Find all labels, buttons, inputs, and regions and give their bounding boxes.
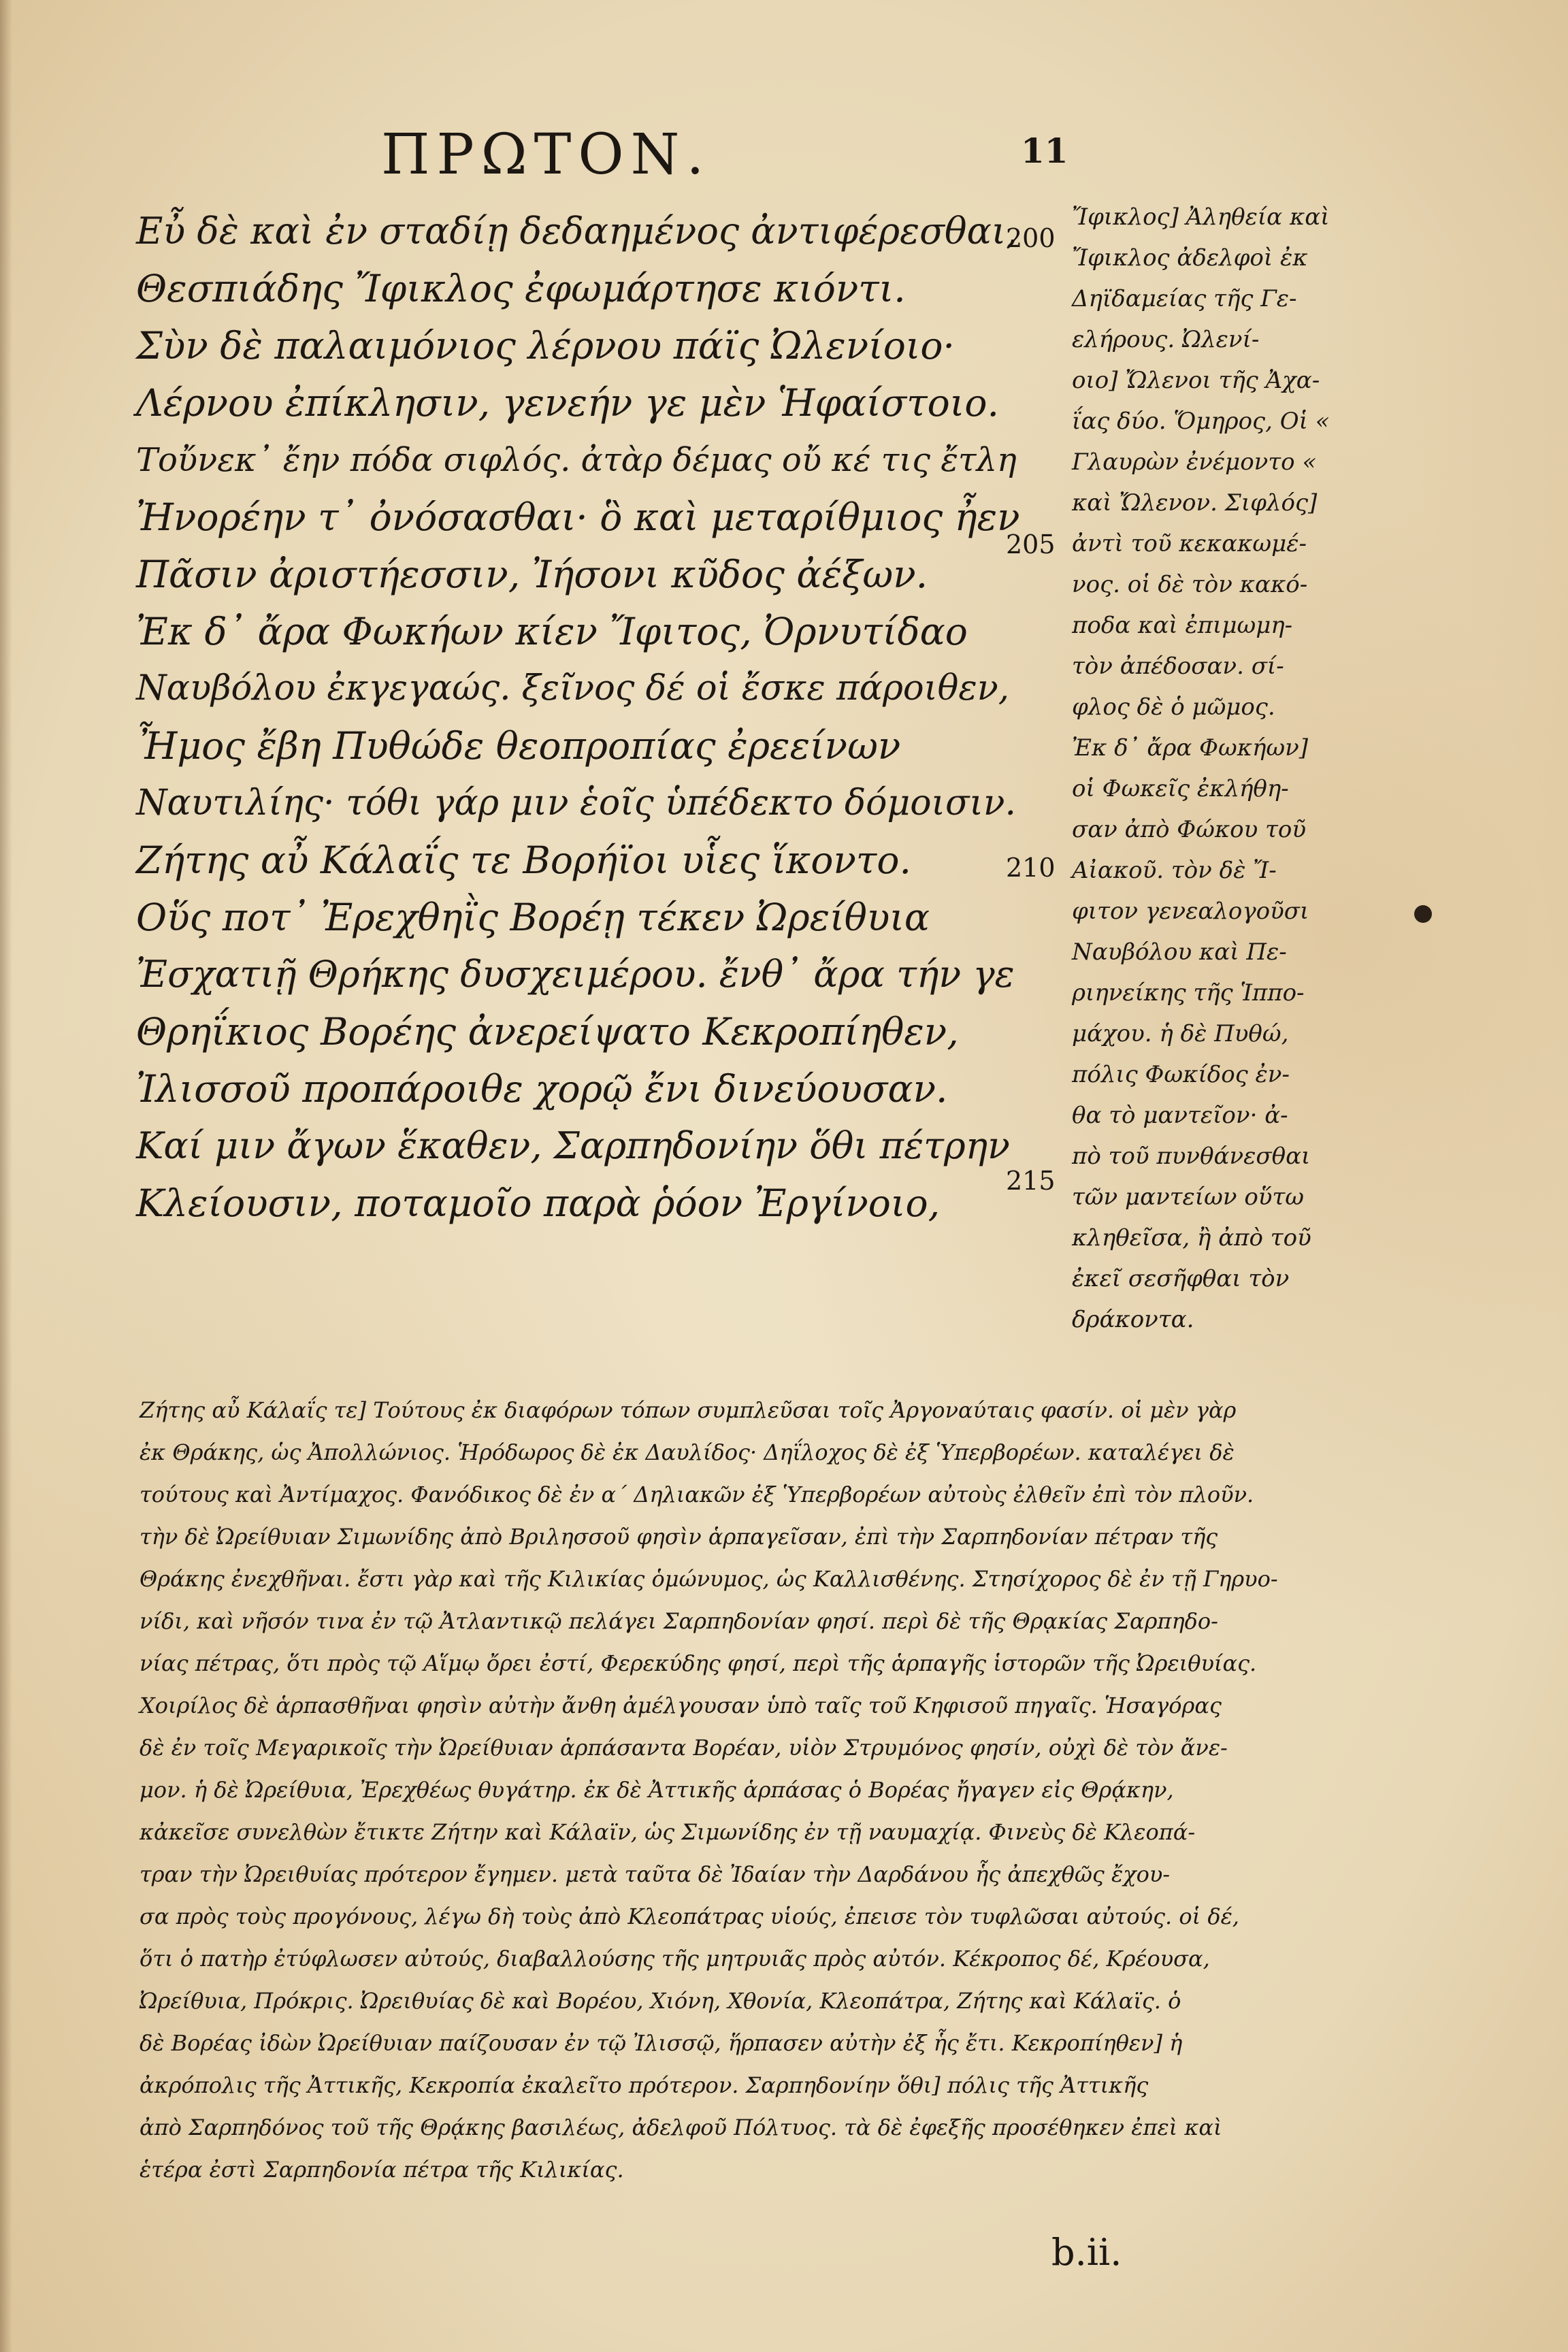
side-scholia-line: Αἰακοῦ. τὸν δὲ Ἴ-: [1072, 857, 1277, 884]
commentary-line: κἀκεῖσε συνελθὼν ἔτικτε Ζήτην καὶ Κάλαϊν, ὡς Σιμωνίδης ἐν τῇ ναυμαχίᾳ. Φινεὺς δὲ Κλεοπά-: [140, 1819, 1196, 1845]
verse-line: Ἰλισσοῦ προπάροιθε χορῷ ἔνι δινεύουσαν.: [136, 1067, 948, 1111]
commentary-line: δὲ ἐν τοῖς Μεγαρικοῖς τὴν Ὠρείθυιαν ἁρπάσαντα Βορέαν, υἱὸν Στρυμόνος φησίν, οὐχὶ δὲ τὸν ἄνε-: [140, 1735, 1228, 1761]
verse-line: Ναυτιλίης· τόθι γάρ μιν ἑοῖς ὑπέδεκτο δόμοισιν.: [136, 783, 1016, 823]
verse-line: Καί μιν ἄγων ἕκαθεν, Σαρπηδονίην ὅθι πέτρην: [136, 1124, 1010, 1167]
side-scholia-line: μάχου. ἡ δὲ Πυθώ,: [1072, 1020, 1289, 1047]
side-scholia-line: Ἴφικλος] Ἀληθεία καὶ: [1072, 203, 1330, 231]
verse-line: Ἠνορέην τ᾽ ὀνόσασθαι· ὃ καὶ μεταρίθμιος ἦεν: [136, 495, 1020, 539]
commentary-line: σα πρὸς τοὺς προγόνους, λέγω δὴ τοὺς ἀπὸ Κλεοπάτρας υἱούς, ἐπεισε τὸν τυφλῶσαι αὐτούς. οἱ δέ,: [140, 1904, 1239, 1929]
verse-number: 200: [1006, 223, 1056, 253]
commentary-line: μον. ἡ δὲ Ὠρείθυια, Ἐρεχθέως θυγάτηρ. ἐκ δὲ Ἀττικῆς ἁρπάσας ὁ Βορέας ἤγαγεν εἰς Θρᾴκην,: [140, 1777, 1174, 1803]
side-scholia-column: [1072, 197, 1351, 1409]
verse-line: Ἐκ δ᾽ ἄρα Φωκήων κίεν Ἴφιτος, Ὀρνυτίδαο: [136, 610, 968, 653]
ink-blot: [1414, 905, 1432, 923]
verse-number: 215: [1006, 1166, 1056, 1196]
verse-line: Ναυβόλου ἐκγεγαώς. ξεῖνος δέ οἱ ἔσκε πάροιθεν,: [136, 668, 1009, 708]
verse-line: Ζήτης αὖ Κάλαΐς τε Βορήϊοι υἷες ἵκοντο.: [136, 838, 911, 882]
running-head-title: ΠΡΩΤΟΝ.: [381, 122, 711, 187]
commentary-line: τὴν δὲ Ὠρείθυιαν Σιμωνίδης ἀπὸ Βριλησσοῦ φησὶν ἁρπαγεῖσαν, ἐπὶ τὴν Σαρπηδονίαν πέτραν τῆς: [140, 1524, 1218, 1550]
commentary-line: τραν τὴν Ὠρειθυίας πρότερον ἔγημεν. μετὰ ταῦτα δὲ Ἰδαίαν τὴν Δαρδάνου ἧς ἀπεχθῶς ἔχου-: [140, 1861, 1171, 1887]
commentary-block: [140, 1392, 1324, 2229]
verse-number: 205: [1006, 529, 1056, 559]
commentary-line: νίδι, καὶ νῆσόν τινα ἐν τῷ Ἀτλαντικῷ πελάγει Σαρπηδονίαν φησί. περὶ δὲ τῆς Θρᾳκίας Σαρπηδο-: [140, 1608, 1218, 1634]
verse-line: Θρηΐκιος Βορέης ἀνερείψατο Κεκροπίηθεν,: [136, 1010, 959, 1054]
side-scholia-line: φιτον γενεαλογοῦσι: [1072, 898, 1309, 925]
side-scholia-line: σαν ἀπὸ Φώκου τοῦ: [1072, 816, 1307, 843]
side-scholia-line: θα τὸ μαντεῖον· ἀ-: [1072, 1102, 1288, 1129]
commentary-line: Ὠρείθυια, Πρόκρις. Ὠρειθυίας δὲ καὶ Βορέου, Χιόνη, Χθονία, Κλεοπάτρα, Ζήτης καὶ Κάλαϊς. ὁ: [140, 1988, 1181, 2014]
commentary-line: Ζήτης αὖ Κάλαΐς τε] Τούτους ἐκ διαφόρων τόπων συμπλεῦσαι τοῖς Ἀργοναύταις φασίν. οἱ μὲν γὰρ: [140, 1397, 1237, 1423]
commentary-line: ἑτέρα ἐστὶ Σαρπηδονία πέτρα τῆς Κιλικίας.: [140, 2157, 624, 2183]
verse-line: Κλείουσιν, ποταμοῖο παρὰ ῥόον Ἐργίνοιο,: [136, 1181, 941, 1225]
commentary-line: νίας πέτρας, ὅτι πρὸς τῷ Αἵμῳ ὄρει ἐστί, Φερεκύδης φησί, περὶ τῆς ἁρπαγῆς ἱστορῶν τῆς Ὠρειθυίας.: [140, 1650, 1257, 1676]
side-scholia-line: νος. οἱ δὲ τὸν κακό-: [1072, 571, 1308, 598]
verse-line: Οὕς ποτ᾽ Ἐρεχθηῒς Βορέῃ τέκεν Ὠρείθυια: [136, 896, 930, 939]
side-scholia-line: οιο] Ὤλενοι τῆς Ἀχα-: [1072, 367, 1320, 394]
commentary-line: Χοιρίλος δὲ ἁρπασθῆναι φησὶν αὐτὴν ἄνθη ἀμέλγουσαν ὑπὸ ταῖς τοῦ Κηφισοῦ πηγαῖς. Ἡσαγόρας: [140, 1693, 1222, 1718]
commentary-line: τούτους καὶ Ἀντίμαχος. Φανόδικος δὲ ἐν α΄ Δηλιακῶν ἐξ Ὑπερβορέων αὐτοὺς ἐλθεῖν ἐπὶ τὸν πλοῦν.: [140, 1482, 1254, 1507]
verse-line: Πᾶσιν ἀριστήεσσιν, Ἰήσονι κῦδος ἀέξων.: [136, 553, 928, 596]
side-scholia-line: κληθεῖσα, ἢ ἀπὸ τοῦ: [1072, 1224, 1311, 1252]
side-scholia-line: πὸ τοῦ πυνθάνεσθαι: [1072, 1143, 1311, 1170]
verse-line: Τοὔνεκ᾽ ἔην πόδα σιφλός. ἀτὰρ δέμας οὔ κέ τις ἔτλη: [136, 441, 1017, 479]
side-scholia-line: ἐκεῖ σεσῆφθαι τὸν: [1072, 1265, 1290, 1292]
commentary-line: δὲ Βορέας ἰδὼν Ὠρείθυιαν παίζουσαν ἐν τῷ Ἰλισσῷ, ἥρπασεν αὐτὴν ἐξ ἧς ἔτι. Κεκροπίηθεν] ἡ: [140, 2030, 1183, 2056]
verse-line: Θεσπιάδης Ἴφικλος ἐφωμάρτησε κιόντι.: [136, 267, 906, 310]
page-edge-shadow: [0, 0, 12, 2352]
verse-line: Ἐσχατιῇ Θρήκης δυσχειμέρου. ἔνθ᾽ ἄρα τήν γε: [136, 953, 1015, 996]
signature-mark: b.ii.: [1051, 2231, 1122, 2274]
page-number: 11: [1021, 131, 1068, 171]
verse-line: Ἦμος ἔβη Πυθώδε θεοπροπίας ἐρεείνων: [136, 724, 901, 768]
verse-number: 210: [1006, 853, 1056, 883]
side-scholia-line: Ἐκ δ᾽ ἄρα Φωκήων]: [1072, 734, 1309, 762]
side-scholia-line: οἱ Φωκεῖς ἐκλήθη-: [1072, 775, 1289, 802]
side-scholia-line: φλος δὲ ὁ μῶμος.: [1072, 693, 1275, 721]
side-scholia-line: ΐας δύο. Ὅμηρος, Οἱ «: [1072, 408, 1330, 435]
side-scholia-line: δράκοντα.: [1072, 1306, 1194, 1333]
side-scholia-line: Δηϊδαμείας τῆς Γε-: [1072, 285, 1297, 312]
side-scholia-line: ἀντὶ τοῦ κεκακωμέ-: [1072, 530, 1307, 557]
side-scholia-line: Ναυβόλου καὶ Πε-: [1072, 938, 1287, 966]
side-scholia-line: τῶν μαντείων οὕτω: [1072, 1183, 1304, 1211]
side-scholia-line: ελήρους. Ὠλενί-: [1072, 326, 1260, 353]
side-scholia-line: ποδα καὶ ἐπιμωμη-: [1072, 612, 1293, 639]
verse-line: Λέρνου ἐπίκλησιν, γενεήν γε μὲν Ἡφαίστοιο.: [136, 381, 999, 425]
side-scholia-line: Ἴφικλος ἀδελφοὶ ἐκ: [1072, 244, 1308, 272]
commentary-line: ἀπὸ Σαρπηδόνος τοῦ τῆς Θρᾴκης βασιλέως, ἀδελφοῦ Πόλτυος. τὰ δὲ ἐφεξῆς προσέθηκεν ἐπεὶ καὶ: [140, 2114, 1222, 2140]
verse-line: Εὖ δὲ καὶ ἐν σταδίῃ δεδαημένος ἀντιφέρεσθαι,: [136, 210, 1018, 252]
commentary-line: ἀκρόπολις τῆς Ἀττικῆς, Κεκροπία ἐκαλεῖτο πρότερον. Σαρπηδονίην ὅθι] πόλις τῆς Ἀττικῆς: [140, 2072, 1149, 2098]
verse-line: Σὺν δὲ παλαιμόνιος λέρνου πάϊς Ὠλενίοιο·: [136, 324, 956, 368]
side-scholia-line: τὸν ἀπέδοσαν. σί-: [1072, 653, 1284, 680]
main-verse-block: [136, 204, 1021, 1327]
commentary-line: ἐκ Θράκης, ὡς Ἀπολλώνιος. Ἡρόδωρος δὲ ἐκ Δαυλίδος· Δηΐλοχος δὲ ἐξ Ὑπερβορέων. καταλέγει δὲ: [140, 1439, 1235, 1465]
side-scholia-line: πόλις Φωκίδος ἐν-: [1072, 1061, 1290, 1088]
commentary-line: ὅτι ὁ πατὴρ ἐτύφλωσεν αὐτούς, διαβαλλούσης τῆς μητρυιᾶς πρὸς αὐτόν. Κέκροπος δέ, Κρέουσα,: [140, 1946, 1210, 1972]
commentary-line: Θράκης ἐνεχθῆναι. ἔστι γὰρ καὶ τῆς Κιλικίας ὁμώνυμος, ὡς Καλλισθένης. Στησίχορος δὲ ἐν τῇ Γηρυο-: [140, 1566, 1278, 1592]
side-scholia-line: καὶ Ὤλενον. Σιφλός]: [1072, 489, 1318, 517]
side-scholia-line: ριηνείκης τῆς Ἱππο-: [1072, 979, 1305, 1007]
side-scholia-line: Γλαυρὼν ἐνέμοντο «: [1072, 448, 1317, 476]
